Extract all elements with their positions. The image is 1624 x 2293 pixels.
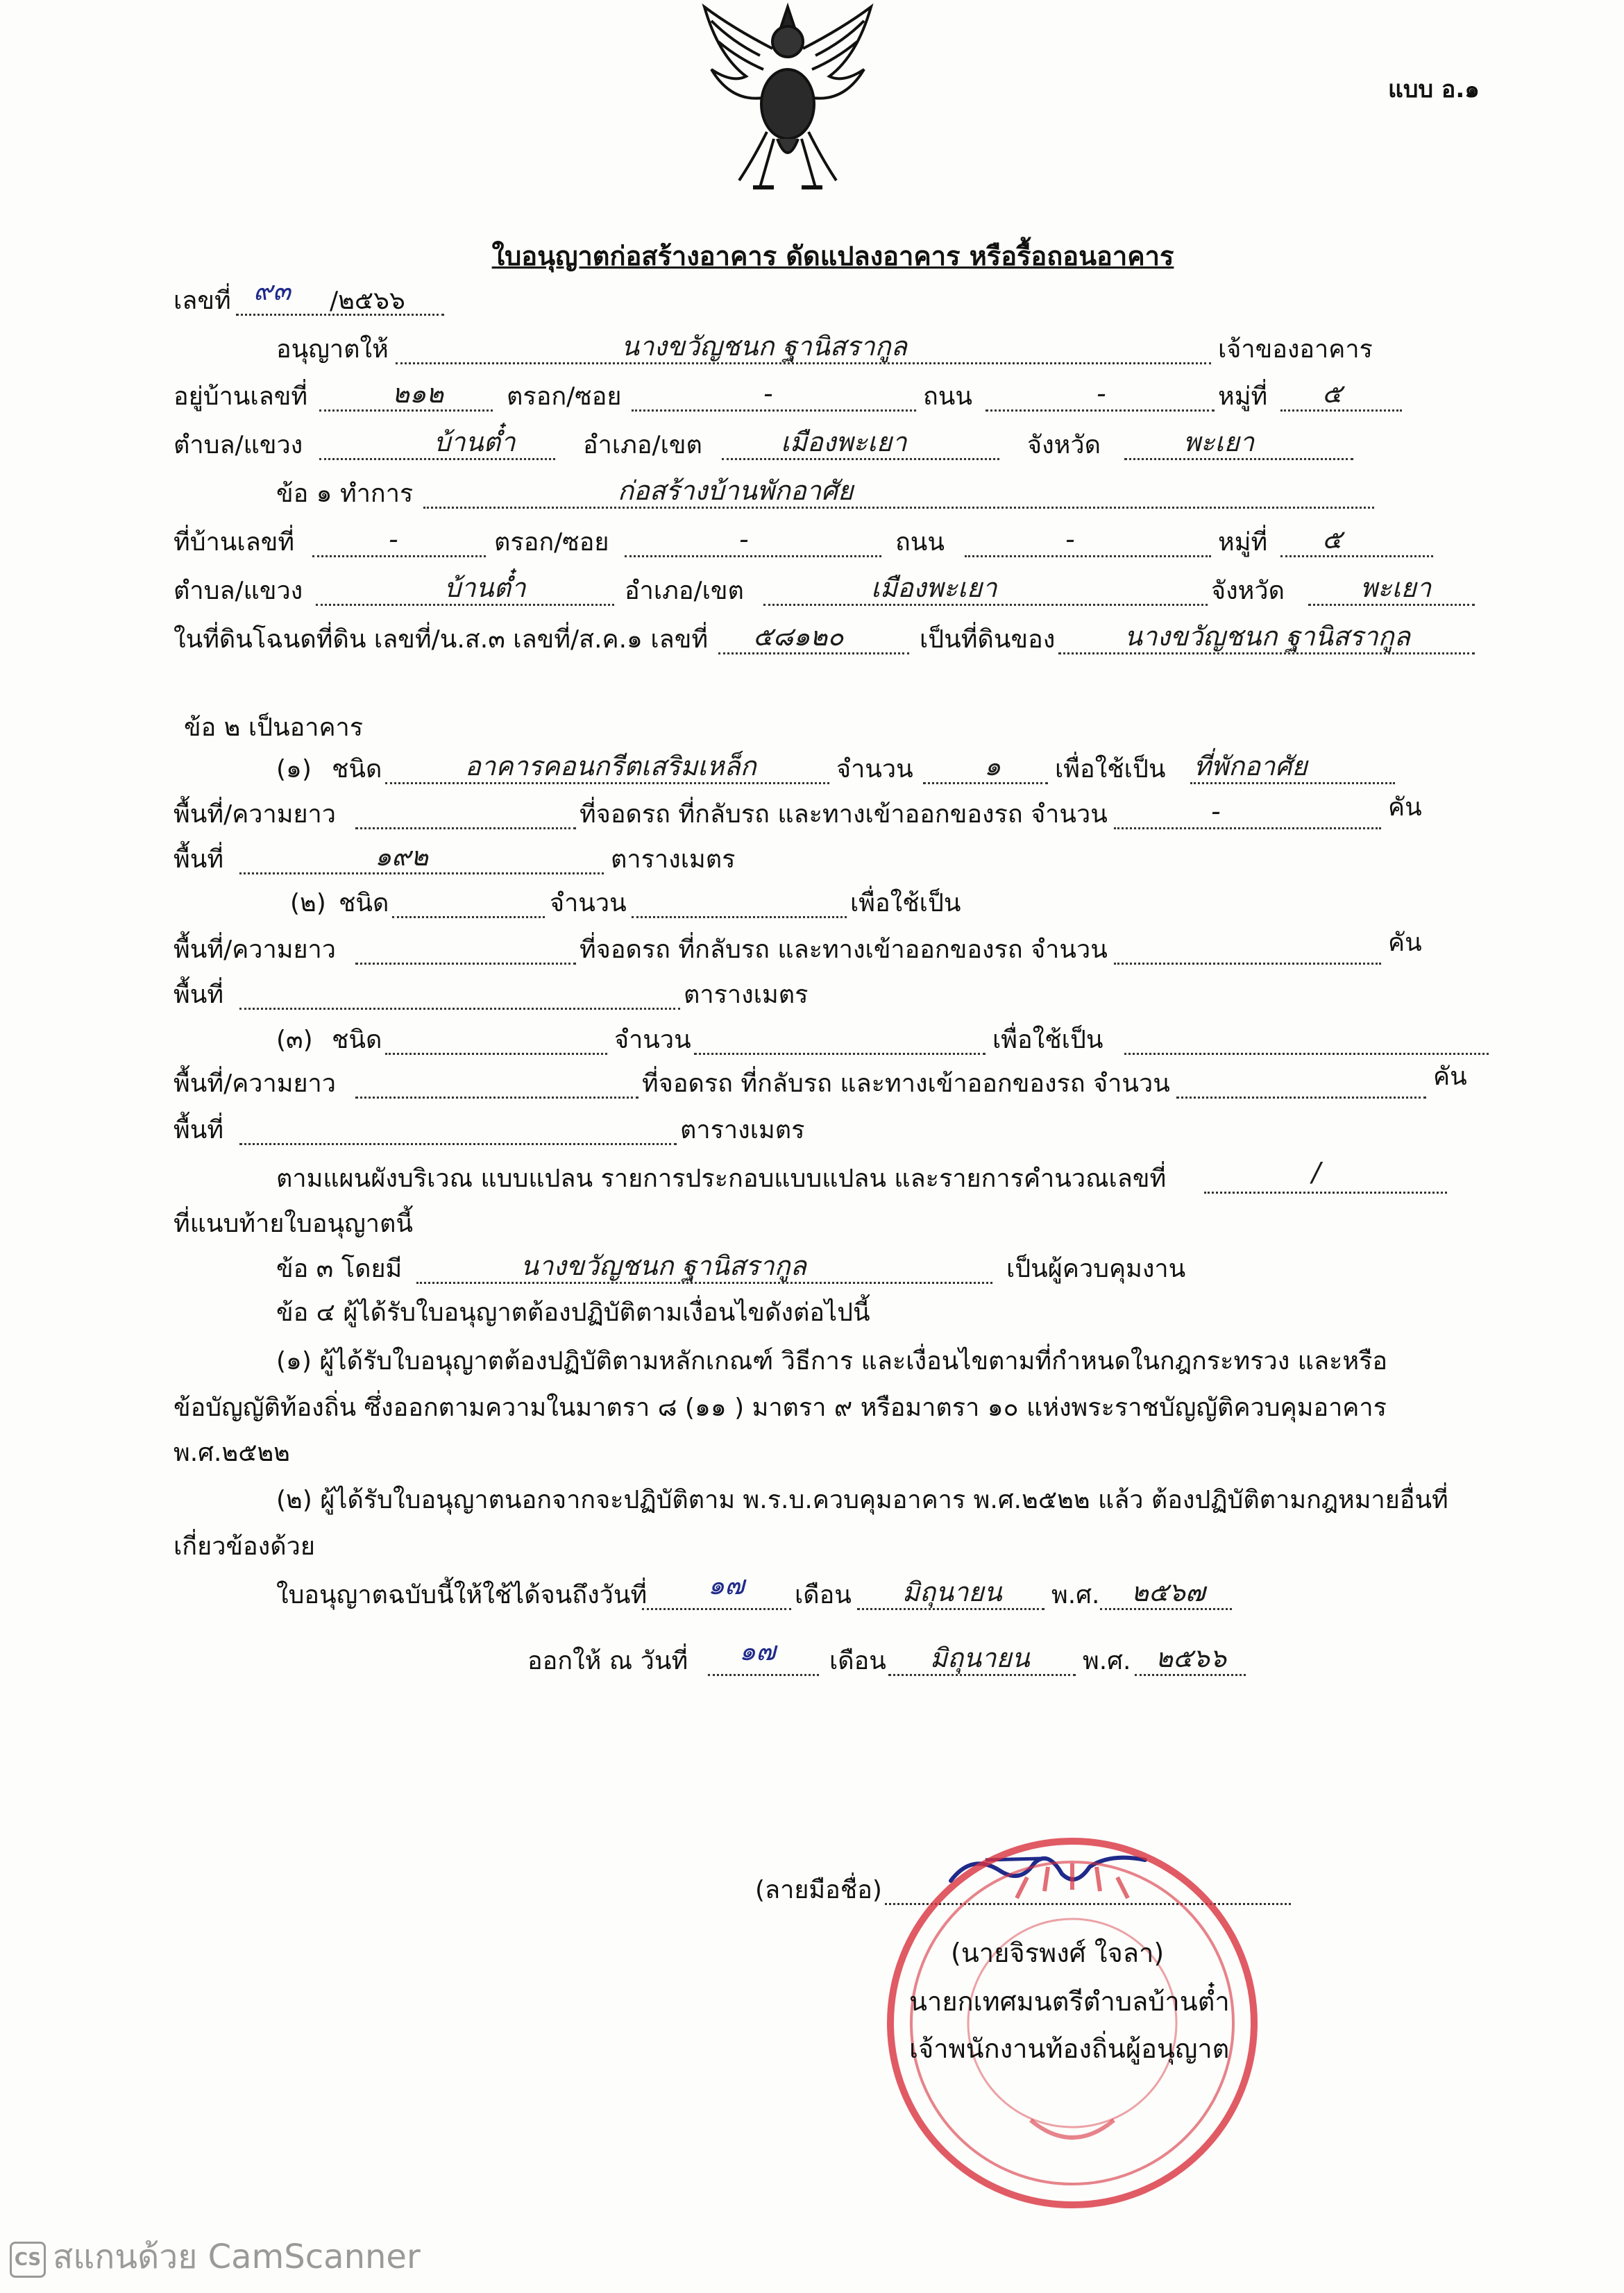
address-road-label: ถนน [923,382,973,411]
site-house-line [312,555,486,557]
item3-qty-label: จำนวน [614,1026,691,1054]
item2-area-line [239,1008,680,1010]
address-moo-label: หมู่ที่ [1218,382,1268,411]
site-alley-line [625,555,881,557]
permit-no-label: เลขที่ [174,287,231,315]
site-road-value: - [1065,524,1075,555]
validity-day-line [642,1608,791,1610]
site-land-value: ๕๘๑๒๐ [753,621,844,652]
issued-label: ออกให้ ณ วันที่ [527,1647,688,1675]
site-subdistrict-label: ตำบล/แขวง [174,577,303,605]
signer-position-1: นายกเทศมนตรีตำบลบ้านต๋ำ [909,1986,1230,2017]
item1-use-value: ที่พักอาศัย [1194,751,1308,781]
site-moo-line [1280,555,1433,557]
item1-length-line [355,827,576,829]
validity-label: ใบอนุญาตฉบับนี้ให้ใช้ได้จนถึงวันที่ [276,1581,648,1609]
item1-parking-value: - [1211,796,1221,827]
item1-qty-label: จำนวน [836,755,913,784]
issued-year: ๒๕๖๖ [1156,1643,1227,1673]
site-alley-value: - [739,524,749,555]
site-road-label: ถนน [895,528,945,557]
address-province-label: จังหวัด [1027,431,1101,459]
clause1-line [423,507,1374,509]
item1-unit-sqm: ตารางเมตร [611,845,736,874]
item1-no: (๑) [276,755,312,784]
site-house-label: ที่บ้านเลขที่ [174,528,295,557]
site-province-value: พะเยา [1360,573,1432,603]
address-house-value: ๒๑๒ [392,378,444,409]
clause1-value: ก่อสร้างบ้านพักอาศัย [618,475,854,506]
clause4-c2-line1: (๒) ผู้ได้รับใบอนุญาตนอกจากจะปฏิบัติตาม พ.ร.บ.ควบคุมอาคาร พ.ศ.๒๕๒๒ แล้ว ต้องปฏิบัติตามกฎหมายอื่นที่ [276,1486,1448,1514]
issued-year-label: พ.ศ. [1083,1647,1131,1675]
validity-year: ๒๕๖๗ [1131,1577,1206,1607]
item1-qty-value: ๑ [984,751,1001,781]
address-house-label: อยู่บ้านเลขที่ [174,382,308,411]
site-moo-label: หมู่ที่ [1218,528,1268,557]
official-stamp [878,1829,1267,2217]
issued-month-label: เดือน [829,1647,886,1675]
clause3-label: ข้อ ๓ โดยมี [276,1255,403,1283]
item3-qty-line [694,1053,986,1055]
plan-attach: ที่แนบท้ายใบอนุญาตนี้ [174,1210,413,1238]
owner-name: นางขวัญชนก ฐานิสรากูล [621,331,907,362]
item1-unit-car: คัน [1388,793,1422,822]
clause4-c2-line2: เกี่ยวข้องด้วย [174,1532,315,1561]
item2-unit-car: คัน [1388,929,1422,957]
item2-unit-sqm: ตารางเมตร [684,981,809,1009]
item2-area-label: พื้นที่ [174,981,224,1009]
site-province-label: จังหวัด [1211,577,1285,605]
item3-area-label: พื้นที่ [174,1116,224,1144]
item3-parking-label: ที่จอดรถ ที่กลับรถ และทางเข้าออกของรถ จำนวน [642,1069,1170,1098]
plan-line [1204,1192,1447,1194]
item2-length-line [355,963,576,965]
item1-parking-line [1114,827,1381,829]
site-land-label: ในที่ดินโฉนดที่ดิน เลขที่/น.ส.๓ เลขที่/ส.ค.๑ เลขที่ [174,625,709,654]
item3-use-line [1124,1053,1489,1055]
signer-position-2: เจ้าพนักงานท้องถิ่นผู้อนุญาต [909,2033,1230,2064]
address-road-value: - [1097,378,1106,409]
address-subdistrict-label: ตำบล/แขวง [174,431,303,459]
site-moo-value: ๕ [1322,524,1342,555]
site-district-value: เมืองพะเยา [871,573,997,603]
item2-type-label: ชนิด [339,889,389,917]
item1-parking-label: ที่จอดรถ ที่กลับรถ และทางเข้าออกของรถ จำนวน [580,800,1108,829]
address-district-value: เมืองพะเยา [781,427,907,457]
clause4-c1-line3: พ.ศ.๒๕๒๒ [174,1439,290,1467]
item3-unit-car: คัน [1433,1063,1467,1091]
item2-type-line [392,916,545,918]
signature-label: (ลายมือชื่อ) [755,1876,882,1904]
address-alley-value: - [763,378,773,409]
item2-area-len-label: พื้นที่/ความยาว [174,936,336,964]
item3-no: (๓) [276,1026,313,1054]
item3-type-label: ชนิด [332,1026,382,1054]
garuda-emblem [691,0,885,201]
site-district-label: อำเภอ/เขต [625,577,744,605]
item2-parking-line [1114,963,1381,965]
address-district-label: อำเภอ/เขต [583,431,702,459]
clause4-label: ข้อ ๔ ผู้ได้รับใบอนุญาตต้องปฏิบัติตามเงื่อนไขดังต่อไปนี้ [276,1298,870,1327]
clause3-value: นางขวัญชนก ฐานิสรากูล [521,1251,806,1281]
item3-area-len-label: พื้นที่/ความยาว [174,1069,336,1098]
item1-use-label: เพื่อใช้เป็น [1055,755,1166,784]
validity-month: มิถุนายน [902,1577,1002,1607]
site-land-owner-label: เป็นที่ดินของ [920,625,1056,654]
address-province-value: พะเยา [1183,427,1255,457]
item1-area-len-label: พื้นที่/ความยาว [174,800,336,829]
address-alley-line [632,409,916,412]
validity-year-label: พ.ศ. [1051,1581,1100,1609]
clause1-label: ข้อ ๑ ทำการ [276,480,414,508]
permit-year: /๒๕๖๖ [330,287,405,315]
site-land-owner-value: นางขวัญชนก ฐานิสรากูล [1124,621,1410,652]
item3-parking-line [1176,1097,1426,1099]
form-code: แบบ อ.๑ [1388,76,1480,103]
issued-day: ๑๗ [739,1636,776,1666]
clause4-c1-line1: (๑) ผู้ได้รับใบอนุญาตต้องปฏิบัติตามหลักเกณฑ์ วิธีการ และเงื่อนไขตามที่กำหนดในกฎกระทรวง และหรือ [276,1347,1388,1376]
plan-value: / [1312,1157,1321,1187]
item3-length-line [355,1097,638,1099]
address-alley-label: ตรอก/ซอย [507,382,622,411]
signer-name: (นายจิรพงศ์ ใจลา) [951,1938,1165,1968]
item1-area-value: ๑๙๒ [375,841,429,872]
item2-use-label: เพื่อใช้เป็น [850,889,961,917]
issued-day-line [708,1674,819,1676]
permit-no-value: ๙๓ [253,276,291,306]
plan-text: ตามแผนผังบริเวณ แบบแปลน รายการประกอบแบบแปลน และรายการคำนวณเลขที่ [276,1165,1167,1193]
site-alley-label: ตรอก/ซอย [494,528,609,557]
page-title: ใบอนุญาตก่อสร้างอาคาร ดัดแปลงอาคาร หรือรื้อถอนอาคาร [491,241,1174,271]
owner-role: เจ้าของอาคาร [1218,335,1373,364]
item2-parking-label: ที่จอดรถ ที่กลับรถ และทางเข้าออกของรถ จำนวน [580,936,1108,964]
item2-qty-label: จำนวน [550,889,627,917]
item1-area-label: พื้นที่ [174,845,224,874]
site-road-line [965,555,1211,557]
address-subdistrict-value: บ้านต๋ำ [434,427,516,457]
clause2-label: ข้อ ๒ เป็นอาคาร [184,713,364,742]
scanner-watermark: สแกนด้วย CamScanner [53,2237,421,2276]
item3-unit-sqm: ตารางเมตร [680,1116,805,1144]
camscanner-icon: CS [10,2242,46,2278]
item2-no: (๒) [290,889,326,917]
clause4-c1-line2: ข้อบัญญัติท้องถิ่น ซึ่งออกตามความในมาตรา ๘ (๑๑ ) มาตรา ๙ หรือมาตรา ๑๐ แห่งพระราชบัญญัติควบคุมอาคาร [174,1394,1387,1422]
item2-qty-line [632,916,847,918]
item3-use-label: เพื่อใช้เป็น [992,1026,1103,1054]
owner-label: อนุญาตให้ [276,335,389,364]
validity-month-label: เดือน [795,1581,852,1609]
item3-type-line [385,1053,607,1055]
item3-area-line [239,1143,677,1145]
issued-month: มิถุนายน [930,1643,1030,1673]
item1-type-label: ชนิด [332,755,382,784]
item1-type-value: อาคารคอนกรีตเสริมเหล็ก [465,751,756,781]
clause3-suffix: เป็นผู้ควบคุมงาน [1006,1255,1186,1283]
address-moo-value: ๕ [1322,378,1342,409]
site-subdistrict-value: บ้านต๋ำ [444,573,526,603]
validity-day: ๑๗ [708,1570,745,1600]
site-house-value: - [389,524,398,555]
